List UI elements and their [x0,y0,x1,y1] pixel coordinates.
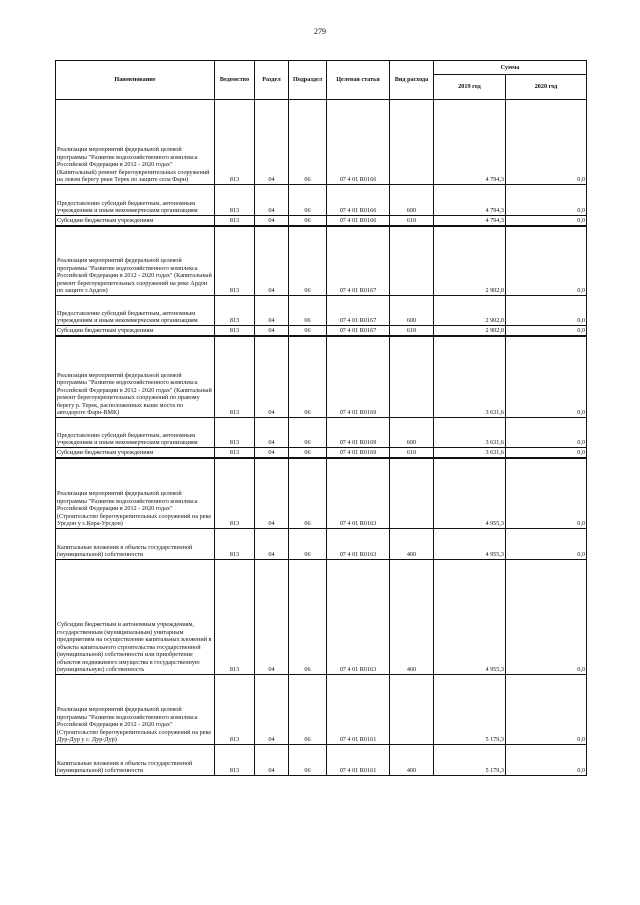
header-name: Наименование [56,61,215,100]
row-name: Реализация мероприятий федеральной целевой программы "Развитие водохозяйственного комплекса Российской Федерации в 2012 - 2020 годах" (Капитальный ремонт берегоукрепительных сооружений по правому берегу р. Терек, расположенных выше моста по автодороге Фарн-ВМК) [56,336,215,418]
row-name: Реализация мероприятий федеральной целевой программы "Развитие водохозяйственного комплекса Российской Федерации в 2012 - 2020 годах" (Строительство берегоукрепительных сооружений на реке Дур-Дур у с. Дур-Дур) [56,675,215,745]
row-sum-2019: 4 955,3 [434,529,506,560]
table-row [56,216,587,226]
table-row [56,458,587,529]
row-sum-2020: 0,0 [506,418,587,448]
header-sum: Сумма [434,61,587,75]
row-target-article: 07 4 01 R0161 [327,745,390,776]
row-sum-2020: 0,0 [506,326,587,336]
header-expense-type: Вид расхода [390,61,434,100]
row-sum-2020: 0,0 [506,100,587,185]
row-section: 04 [255,529,289,560]
row-department: 813 [215,100,255,185]
row-target-article: 07 4 01 R0161 [327,675,390,745]
row-sum-2019: 2 902,0 [434,326,506,336]
row-subsection: 06 [289,296,327,326]
row-section: 04 [255,216,289,226]
table-row [56,100,587,185]
row-target-article: 07 4 01 R0166 [327,216,390,226]
table-row [56,529,587,560]
row-sum-2019: 3 631,6 [434,418,506,448]
table-row [56,448,587,458]
row-sum-2019: 4 955,3 [434,560,506,675]
row-name: Реализация мероприятий федеральной целевой программы "Развитие водохозяйственного комплекса Российской Федерации в 2012 - 2020 годах" (Капитальный ремонт берегоукрепительных сооружений на реке Ардон по защите г.Ардон) [56,226,215,296]
table-row [56,226,587,296]
row-department: 813 [215,529,255,560]
row-name: Предоставление субсидий бюджетным, автономным учреждениям и иным некоммерческим организациям [56,296,215,326]
row-expense-type: 460 [390,560,434,675]
row-sum-2020: 0,0 [506,185,587,216]
row-section: 04 [255,418,289,448]
row-sum-2019: 4 794,3 [434,185,506,216]
row-expense-type: 600 [390,418,434,448]
row-name: Капитальные вложения в объекты государственной (муниципальной) собственности [56,529,215,560]
row-section: 04 [255,675,289,745]
row-sum-2020: 0,0 [506,226,587,296]
row-sum-2019: 4 794,3 [434,100,506,185]
row-sum-2019: 2 902,0 [434,226,506,296]
row-expense-type: 600 [390,185,434,216]
row-section: 04 [255,560,289,675]
header-year-2019: 2019 год [434,75,506,100]
row-name: Субсидии бюджетным учреждениям [56,448,215,458]
row-target-article: 07 4 01 R0163 [327,529,390,560]
row-section: 04 [255,336,289,418]
row-target-article: 07 4 01 R0169 [327,418,390,448]
row-name: Капитальные вложения в объекты государственной (муниципальной) собственности [56,745,215,776]
row-department: 813 [215,418,255,448]
row-subsection: 06 [289,675,327,745]
row-subsection: 06 [289,185,327,216]
row-sum-2019: 4 955,3 [434,458,506,529]
row-subsection: 06 [289,418,327,448]
row-department: 813 [215,226,255,296]
table-row [56,560,587,675]
row-department: 813 [215,560,255,675]
row-department: 813 [215,336,255,418]
row-sum-2020: 0,0 [506,529,587,560]
row-target-article: 07 4 01 R0163 [327,560,390,675]
row-name: Предоставление субсидий бюджетным, автономным учреждениям и иным некоммерческим организациям [56,418,215,448]
header-year-2020: 2020 год [506,75,587,100]
table-row [56,745,587,776]
table-row [56,326,587,336]
row-name: Реализация мероприятий федеральной целевой программы "Развитие водохозяйственного комплекса Российской Федерации в 2012 - 2020 годах" (Капитальный) ремонт берегоукрепительных сооружений на левом берегу реки Терек по защите села Фарн) [56,100,215,185]
row-target-article: 07 4 01 R0167 [327,296,390,326]
row-target-article: 07 4 01 R0167 [327,326,390,336]
row-sum-2020: 0,0 [506,458,587,529]
row-expense-type: 600 [390,296,434,326]
row-department: 813 [215,296,255,326]
row-target-article: 07 4 01 R0166 [327,100,390,185]
row-expense-type [390,336,434,418]
table-body [56,100,587,776]
row-subsection: 06 [289,216,327,226]
row-sum-2019: 3 631,6 [434,448,506,458]
row-sum-2019: 5 179,3 [434,745,506,776]
row-sum-2019: 2 902,0 [434,296,506,326]
row-department: 813 [215,458,255,529]
header-target-article: Целевая статья [327,61,390,100]
row-department: 813 [215,326,255,336]
budget-table [55,60,587,776]
row-expense-type: 400 [390,529,434,560]
row-name: Субсидии бюджетным учреждениям [56,326,215,336]
row-name: Субсидии бюджетным учреждениям [56,216,215,226]
table-row [56,336,587,418]
table-row [56,296,587,326]
row-subsection: 06 [289,226,327,296]
row-subsection: 06 [289,458,327,529]
row-expense-type [390,675,434,745]
row-sum-2020: 0,0 [506,448,587,458]
row-sum-2020: 0,0 [506,745,587,776]
row-name: Предоставление субсидий бюджетным, автономным учреждениям и иным некоммерческим организациям [56,185,215,216]
row-name: Субсидии бюджетным и автономным учреждениям, государственным (муниципальным) унитарным предприятиям на осуществление капитальных вложений в объекты капитального строительства государственной (муниципальной) собственности или приобретение объектов недвижимого имущества в государственную (муниципальную) собственность [56,560,215,675]
row-section: 04 [255,326,289,336]
row-target-article: 07 4 01 R0166 [327,185,390,216]
table-row [56,675,587,745]
row-subsection: 06 [289,448,327,458]
row-expense-type [390,458,434,529]
row-target-article: 07 4 01 R0169 [327,336,390,418]
row-section: 04 [255,185,289,216]
row-sum-2020: 0,0 [506,216,587,226]
row-section: 04 [255,100,289,185]
row-sum-2020: 0,0 [506,336,587,418]
row-section: 04 [255,296,289,326]
row-target-article: 07 4 01 R0167 [327,226,390,296]
row-subsection: 06 [289,745,327,776]
row-expense-type: 400 [390,745,434,776]
header-department: Ведомство [215,61,255,100]
row-section: 04 [255,458,289,529]
row-sum-2019: 4 794,3 [434,216,506,226]
row-subsection: 06 [289,529,327,560]
row-sum-2019: 3 631,6 [434,336,506,418]
row-sum-2020: 0,0 [506,560,587,675]
page-number: 279 [314,27,326,36]
row-sum-2020: 0,0 [506,296,587,326]
row-expense-type [390,226,434,296]
row-department: 813 [215,745,255,776]
row-department: 813 [215,185,255,216]
row-name: Реализация мероприятий федеральной целевой программы "Развитие водохозяйственного комплекса Российской Федерации в 2012 - 2020 годах" (Строительство берегоукрепительных сооружений на реке Урсдон у с.Кора-Урсдон) [56,458,215,529]
table-row [56,418,587,448]
row-expense-type: 610 [390,326,434,336]
table-header [56,61,587,100]
table-row [56,185,587,216]
row-target-article: 07 4 01 R0163 [327,458,390,529]
row-department: 813 [215,448,255,458]
row-expense-type: 610 [390,448,434,458]
row-subsection: 06 [289,336,327,418]
row-subsection: 06 [289,100,327,185]
row-subsection: 06 [289,326,327,336]
row-department: 813 [215,675,255,745]
header-section: Раздел [255,61,289,100]
row-expense-type [390,100,434,185]
row-expense-type: 610 [390,216,434,226]
row-target-article: 07 4 01 R0169 [327,448,390,458]
row-section: 04 [255,226,289,296]
row-sum-2019: 5 179,3 [434,675,506,745]
row-section: 04 [255,448,289,458]
row-department: 813 [215,216,255,226]
row-subsection: 06 [289,560,327,675]
row-section: 04 [255,745,289,776]
row-sum-2020: 0,0 [506,675,587,745]
header-subsection: Подраздел [289,61,327,100]
